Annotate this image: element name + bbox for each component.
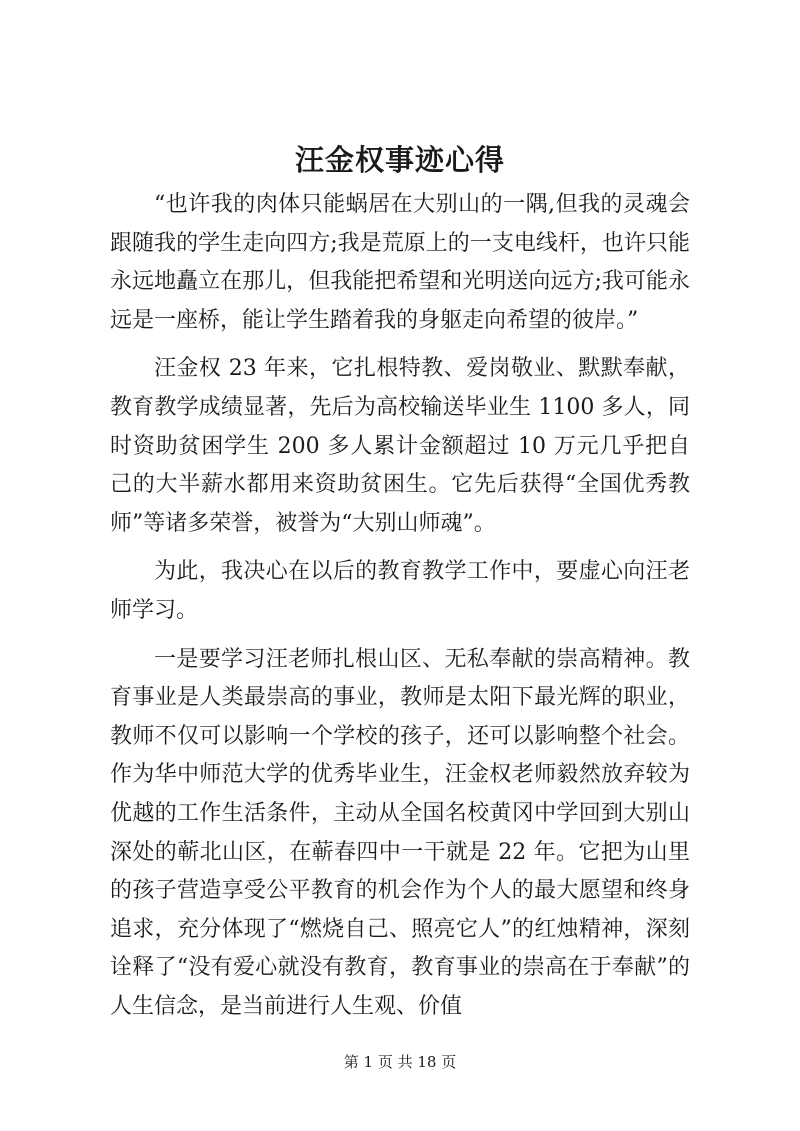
document-body <box>110 186 690 1036</box>
paragraph-3: 为此，我决心在以后的教育教学工作中，要虚心向汪老师学习。 <box>110 559 690 623</box>
document-title: 汪金权事迹心得 <box>294 143 505 177</box>
paragraph-2: 汪金权 23 年来，它扎根特教、爱岗敬业、默默奉献，教育教学成绩显著，先后为高校输送毕业生 1100 多人，同时资助贫困学生 200 多人累计金额超过 10 万元几乎把自己的大半薪水都用来资助贫困生。它先后获得“全国优秀教师”等诸多荣誉，被誉为“大别山师魂”。 <box>110 356 690 536</box>
page-number-footer: 第 1 页 共 18 页 <box>343 1053 457 1071</box>
paragraph-4: 一是要学习汪老师扎根山区、无私奉献的崇高精神。教育事业是人类最崇高的事业，教师是太阳下最光辉的职业，教师不仅可以影响一个学校的孩子，还可以影响整个社会。作为华中师范大学的优秀毕业生，汪金权老师毅然放弃较为优越的工作生活条件，主动从全国名校黄冈中学回到大别山深处的蕲北山区，在蕲春四中一干就是 22 年。它把为山里的孩子营造享受公平教育的机会作为个人的最大愿望和终身追求，充分体现了“燃烧自己、照亮它人”的红烛精神，深刻诠释了“没有爱心就没有教育，教育事业的崇高在于奉献”的人生信念，是当前进行人生观、价值 <box>110 646 690 1019</box>
paragraph-1: “也许我的肉体只能蜗居在大别山的一隅,但我的灵魂会跟随我的学生走向四方;我是荒原上的一支电线杆，也许只能永远地矗立在那儿，但我能把希望和光明送向远方;我可能永远是一座桥，能让学生踏着我的身躯走向希望的彼岸。” <box>110 192 690 333</box>
